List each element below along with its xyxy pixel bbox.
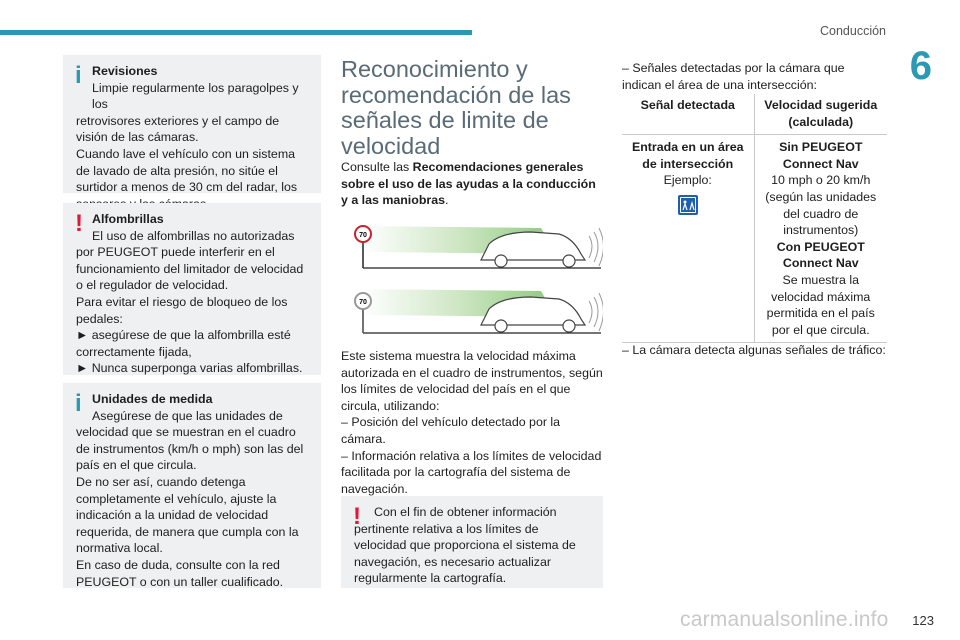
note-body: Cuando lave el vehículo con un sistema de lavado de alta presión, no sitúe el surtidor a menos de 30 cm del radar, los: [76, 146, 298, 195]
table-header: Señal detectada: [622, 94, 754, 135]
cell-bold: Sin PEUGEOT Connect Nav: [779, 140, 863, 171]
intersection-intro: – Señales detectadas por la cámara que indican el área de una intersección:: [622, 61, 845, 92]
note-unidades: [63, 383, 321, 588]
note-body: En caso de duda, consulte con la red PEUGEOT o con un taller cualificado.: [76, 557, 284, 589]
header-accent-bar: [0, 30, 472, 35]
table-header: Velocidad sugerida (calculada): [754, 94, 887, 135]
description-block: [341, 348, 603, 497]
cell-text: Se muestra la velocidad máxima permitida en el país por el que circula.: [766, 272, 875, 337]
consult-paragraph: [341, 159, 603, 209]
page-title: Reconocimiento y recomendación de las señales de limite de velocidad: [341, 56, 571, 159]
note-title: Revisiones: [92, 64, 158, 78]
warning-icon: !: [75, 210, 83, 237]
speed-sign-label: 70: [359, 232, 367, 239]
warning-first-line: Con el fin de obtener información: [374, 505, 557, 519]
description-item: – Posición del vehículo detectado por la cámara.: [341, 415, 561, 446]
car-illustration-1: [341, 218, 603, 278]
warning-icon: !: [353, 503, 361, 530]
watermark: carmanualsonline.info: [680, 608, 889, 631]
note-body: velocidad que se muestran en el cuadro de instrumentos (km/h o mph) son las del país en el que circula.: [76, 425, 304, 473]
note-body: retrovisores exteriores y el campo de visión de las cámaras.: [76, 113, 280, 145]
detect-text: – La cámara detecta algunas señales de tráfico:: [622, 343, 886, 357]
car-illustration-2: [341, 281, 603, 341]
note-title: Unidades de medida: [92, 392, 213, 406]
table-cell: [754, 135, 887, 343]
table-cell: [622, 135, 754, 343]
warning-bullet: ► asegúrese de que la alfombrilla esté correctamente fijada,: [76, 328, 291, 359]
warning-body: Para evitar el riesgo de bloqueo de los pedales:: [76, 294, 288, 326]
row-example: Ejemplo:: [663, 173, 712, 188]
cell-bold: Con PEUGEOT Connect Nav: [776, 239, 865, 271]
info-icon: i: [75, 62, 82, 89]
intersection-table: [622, 94, 887, 343]
note-first-line: Asegúrese de que las unidades de: [92, 408, 283, 423]
intersection-sign-icon: [678, 195, 698, 215]
warning-first-line: El uso de alfombrillas no autorizadas: [92, 228, 295, 243]
chapter-number: 6: [909, 44, 932, 88]
note-revisiones: [63, 55, 321, 193]
warning-cartografia: [341, 496, 603, 588]
warning-alfombrillas: [63, 203, 321, 375]
info-icon: i: [75, 390, 82, 417]
warning-body: pertinente relativa a los límites de velocidad que proporciona el sistema de navegación, es necesario actualizar regularmente la cartografía.: [354, 521, 576, 586]
warning-body: por PEUGEOT puede interferir en el funcionamiento del limitador de velocidad o el regulador de velocidad.: [76, 245, 304, 293]
row-label: Entrada en un área de intersección: [631, 140, 744, 171]
consult-suffix: .: [445, 193, 449, 208]
note-body: De no ser así, cuando detenga completamente el vehículo, ajuste la indicación a la unidad de velocidad requerida, de manera que cumpla con la normativa local.: [76, 474, 299, 556]
warning-bullet: ► Nunca superponga varias alfombrillas.: [76, 361, 303, 376]
consult-prefix: Consulte las: [341, 160, 413, 174]
consult-link-text: Recomendaciones generales sobre el uso de las ayudas a la conducción y a las maniobras: [341, 160, 596, 208]
cell-text: 10 mph o 20 km/h (según las unidades del cuadro de instrumentos): [765, 173, 877, 238]
page-number: 123: [912, 613, 934, 628]
speed-sign-label: 70: [359, 299, 367, 306]
description-item: – Información relativa a los límites de velocidad facilitada por la cartografía del sistema de navegación.: [341, 448, 602, 496]
description-text: Este sistema muestra la velocidad máxima autorizada en el cuadro de instrumentos, según los límites de velocidad del país en el que circula, utilizando:: [341, 349, 603, 413]
table-row: [622, 135, 887, 343]
warning-title: Alfombrillas: [92, 212, 164, 226]
note-first-line: Limpie regularmente los paragolpes y los: [92, 80, 299, 112]
section-title: Conducción: [819, 24, 886, 38]
